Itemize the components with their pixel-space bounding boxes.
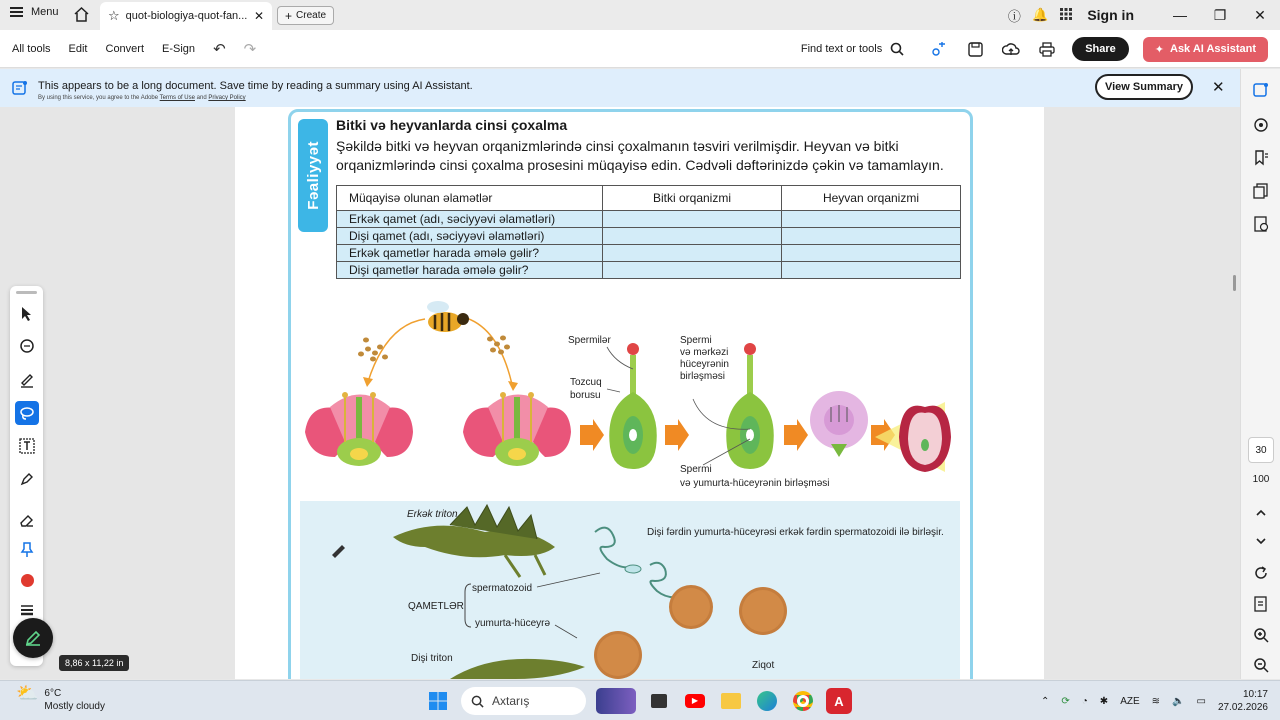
accessibility-icon[interactable] — [1253, 216, 1269, 232]
text-box-icon[interactable] — [15, 434, 39, 458]
upload-cloud-icon[interactable] — [1000, 38, 1022, 60]
annotation-toolbar — [10, 286, 43, 666]
document-viewport[interactable] — [0, 107, 1240, 679]
animal-label: Erkək triton — [407, 509, 458, 520]
sign-in-link[interactable]: Sign in — [1087, 7, 1134, 23]
youtube-icon[interactable]: ▶ — [682, 688, 708, 714]
animal-label: Dişi fərdin yumurta-hüceyrəsi erkək fərdin spermatozoidi ilə birləşir. — [647, 527, 944, 538]
keyboard-language[interactable]: AZE — [1120, 695, 1140, 707]
search-placeholder: Axtarış — [492, 694, 530, 708]
weather-condition: Mostly cloudy — [44, 701, 105, 712]
volume-icon[interactable]: 🔈 — [1172, 695, 1185, 707]
tab-title: quot-biologiya-quot-fan... — [125, 10, 248, 22]
zoom-in-icon[interactable] — [1253, 627, 1269, 643]
date: 27.02.2026 — [1217, 702, 1268, 713]
scrollbar-thumb[interactable] — [1233, 275, 1236, 291]
view-summary-button[interactable]: View Summary — [1095, 74, 1193, 100]
esign-button[interactable]: E-Sign — [162, 43, 196, 55]
close-banner-icon[interactable]: ✕ — [1212, 79, 1225, 96]
time: 10:17 — [1242, 689, 1268, 700]
taskbar-search-box[interactable] — [461, 687, 586, 715]
refresh-icon[interactable] — [1253, 565, 1269, 581]
wifi-icon[interactable]: ≋ — [1151, 695, 1161, 707]
bookmark-icon[interactable] — [1253, 150, 1269, 166]
close-tab-icon[interactable]: ✕ — [253, 9, 264, 23]
find-label: Find text or tools — [800, 43, 883, 55]
ai-organize-icon[interactable] — [928, 38, 950, 60]
color-swatch-icon — [21, 574, 34, 587]
animal-label: Dişi triton — [411, 653, 453, 664]
restore-icon[interactable]: ❐ — [1213, 6, 1227, 23]
all-tools-button[interactable]: All tools — [12, 43, 51, 55]
lasso-draw-icon[interactable] — [15, 401, 39, 425]
close-window-icon[interactable]: ✕ — [1254, 6, 1266, 23]
drag-handle[interactable] — [16, 291, 37, 294]
bluetooth-icon[interactable]: ✱ — [1099, 695, 1109, 707]
activity-title: Bitki və heyvanlarda cinsi çoxalma — [336, 117, 568, 133]
comment-icon[interactable] — [15, 335, 39, 359]
ai-summary-icon — [12, 80, 28, 98]
temperature: 6°C — [44, 688, 62, 699]
table-cell: Dişi qamet (adı, səciyyəvi əlamətləri) — [337, 228, 603, 245]
pdf-page — [235, 107, 1044, 679]
chevron-up-icon[interactable]: ⌃ — [1040, 695, 1050, 707]
triton-icon — [450, 659, 585, 679]
create-label: Create — [296, 10, 327, 21]
app-toolbar — [0, 30, 1280, 68]
file-explorer-dark-icon[interactable] — [646, 688, 672, 714]
create-button[interactable] — [277, 6, 334, 25]
plant-label: Spermi və mərkəzi hüceyrənin birləşməsi — [680, 335, 729, 382]
animal-label: Ziqot — [752, 660, 775, 671]
pen-tool-icon[interactable] — [15, 467, 39, 491]
plant-label: Tozcuq — [570, 377, 602, 388]
ai-assistant-panel-icon[interactable] — [1253, 82, 1269, 98]
table-cell: Erkək qametlər harada əmələ gəlir? — [337, 245, 603, 262]
cloud-sun-icon: ⛅ — [16, 683, 39, 703]
menu-label: Menu — [31, 6, 59, 18]
weather-widget[interactable] — [16, 683, 105, 713]
pencil-edit-icon — [24, 629, 42, 647]
table-header: Müqayisə olunan əlamətlər — [337, 186, 603, 211]
highlighter-icon[interactable] — [15, 368, 39, 392]
notification-bell-icon[interactable]: 🔔 — [1032, 7, 1049, 22]
minimize-icon[interactable]: — — [1173, 7, 1187, 23]
menu-button[interactable] — [10, 6, 59, 18]
edit-button[interactable]: Edit — [68, 43, 88, 55]
animal-label: spermatozoid — [472, 583, 533, 594]
pages-icon[interactable] — [1253, 183, 1269, 199]
home-icon[interactable] — [73, 6, 90, 26]
activity-instructions: Şəkildə bitki və heyvan orqanizmlərində cinsi çoxalmanın təsviri verilmişdir. Heyvan və bitki orqanizmlərində cinsi çoxalma prosesini müqayisə edin. Cədvəli dəftərinizdə çəkin və tamamlayın. — [336, 138, 944, 173]
redo-icon[interactable]: ↷ — [243, 41, 257, 58]
windows-start-icon[interactable] — [425, 688, 451, 714]
battery-icon[interactable]: ▭ — [1196, 695, 1206, 707]
search-icon — [471, 695, 484, 708]
plant-label: və yumurta-hüceyrənin birləşməsi — [680, 478, 830, 489]
undo-icon[interactable]: ↶ — [213, 41, 226, 58]
table-header: Bitki orqanizmi — [603, 186, 782, 211]
color-picker-button[interactable] — [15, 568, 39, 592]
acrobat-icon[interactable]: A — [826, 688, 852, 714]
egg-cell-icon — [669, 585, 713, 629]
plant-label: borusu — [570, 390, 601, 401]
plus-icon: + — [285, 8, 293, 23]
hamburger-icon — [10, 7, 23, 17]
table-cell: Erkək qamet (adı, səciyyəvi əlamətləri) — [337, 211, 603, 228]
animal-label: QAMETLƏR — [408, 601, 464, 612]
stamp-pin-icon[interactable] — [15, 538, 39, 562]
total-pages: 100 — [1252, 474, 1270, 485]
animal-reproduction-illustration — [235, 107, 1044, 679]
plant-label: Spermilər — [568, 335, 611, 346]
ai-summary-banner — [0, 69, 1240, 107]
copilot-widget-icon[interactable] — [596, 688, 636, 714]
windows-taskbar — [0, 680, 1280, 720]
animal-label: yumurta-hüceyrə — [475, 618, 551, 629]
table-cell: Dişi qametlər harada əmələ gəlir? — [337, 262, 603, 279]
pencil-icon — [332, 545, 345, 558]
star-icon[interactable]: ☆ — [108, 8, 120, 23]
chevron-up-icon[interactable] — [1253, 505, 1269, 521]
edit-pdf-fab[interactable] — [13, 618, 53, 658]
egg-cell-icon — [594, 631, 642, 679]
banner-terms: By using this service, you agree to the Adobe Terms of Use and Privacy Policy — [38, 95, 246, 101]
search-icon — [890, 42, 904, 56]
folder-icon[interactable] — [718, 688, 744, 714]
terms-of-use-link[interactable]: Terms of Use — [159, 95, 195, 101]
plant-label: Spermi — [680, 464, 712, 475]
current-page-input[interactable]: 30 — [1248, 437, 1274, 463]
ask-ai-assistant-button[interactable] — [1143, 37, 1268, 62]
apps-grid-icon[interactable] — [1053, 8, 1079, 23]
sync-icon[interactable]: ⟳ — [1061, 695, 1070, 707]
ai-assistant-icon: ✦ — [1154, 43, 1164, 56]
save-icon[interactable] — [964, 38, 986, 60]
chevron-down-icon[interactable] — [1253, 533, 1269, 549]
ask-ai-label: Ask AI Assistant — [1170, 43, 1256, 55]
privacy-policy-link[interactable]: Privacy Policy — [208, 95, 246, 101]
right-side-rail — [1240, 69, 1280, 679]
table-header: Heyvan orqanizmi — [782, 186, 961, 211]
convert-button[interactable]: Convert — [105, 43, 145, 55]
activity-tab-label: Fəaliyyət — [304, 141, 322, 210]
select-cursor-icon[interactable] — [15, 302, 39, 326]
banner-message: This appears to be a long document. Save time by reading a summary using AI Assistant. — [38, 80, 473, 92]
comment-panel-icon[interactable] — [1253, 117, 1269, 133]
zoom-out-icon[interactable] — [1253, 657, 1269, 673]
system-tray — [1041, 685, 1268, 717]
find-tools-button[interactable] — [801, 42, 904, 56]
zygote-icon — [739, 587, 787, 635]
print-icon[interactable] — [1036, 38, 1058, 60]
extract-page-icon[interactable] — [1253, 596, 1269, 612]
eraser-icon[interactable] — [15, 508, 39, 532]
page-size-tooltip: 8,86 x 11,22 in — [59, 655, 129, 671]
chrome-browser-icon[interactable] — [790, 688, 816, 714]
browser-tab-bar — [0, 0, 1280, 30]
network-status-icon[interactable]: ◔ — [1081, 695, 1088, 707]
help-icon[interactable]: ⓘ — [1007, 8, 1021, 24]
share-button[interactable]: Share — [1072, 37, 1129, 61]
clock[interactable] — [1218, 688, 1268, 714]
document-tab[interactable] — [100, 2, 272, 30]
edge-browser-icon[interactable] — [754, 688, 780, 714]
